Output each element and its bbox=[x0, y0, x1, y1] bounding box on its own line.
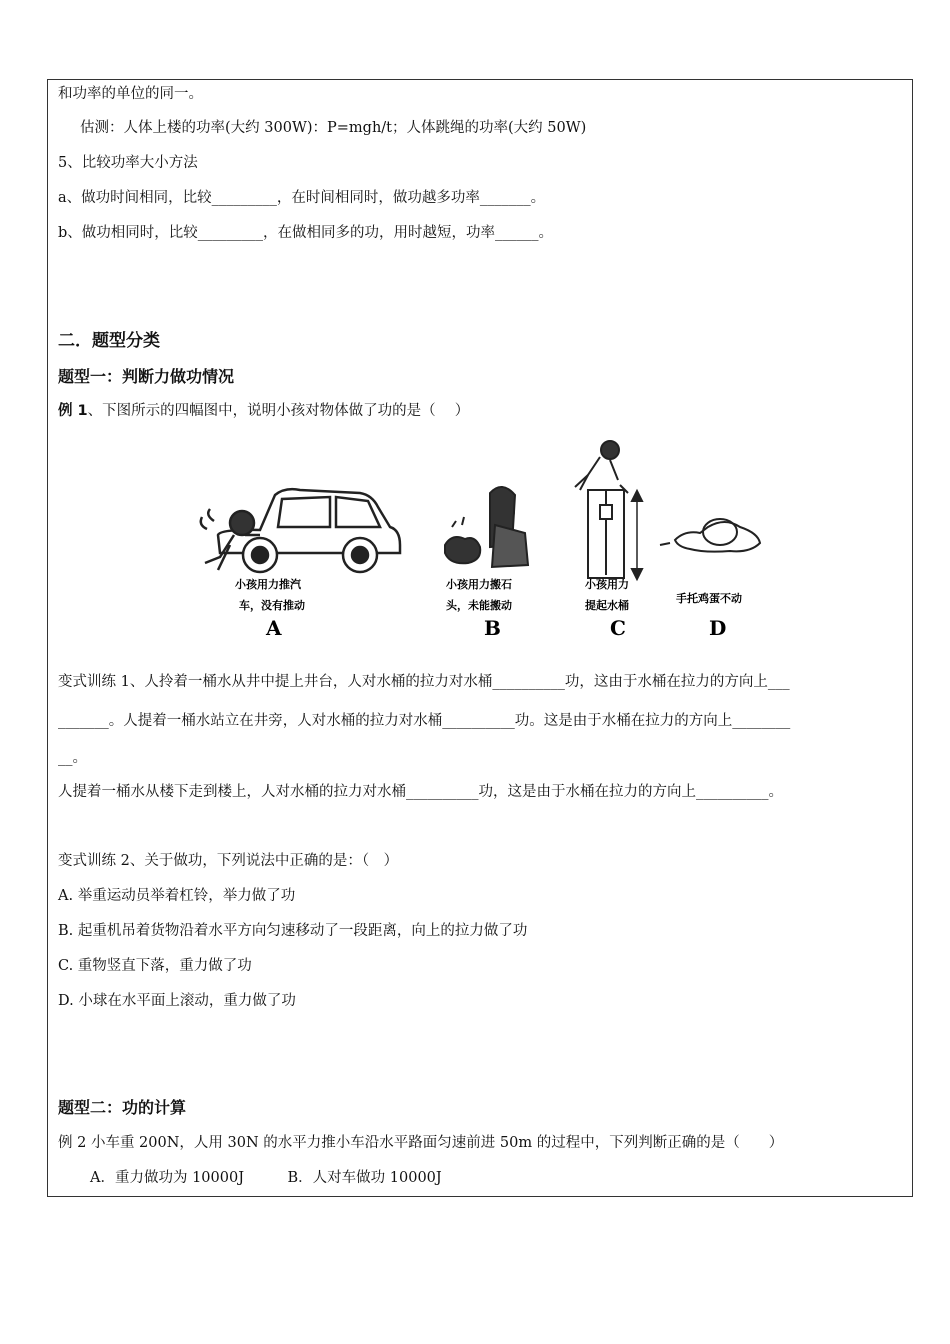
panel-b-stone-illustration bbox=[445, 487, 528, 567]
type-one-heading: 题型一：判断力做功情况 bbox=[58, 367, 235, 386]
panel-b-letter: B bbox=[484, 616, 501, 640]
panel-a-caption-1: 小孩用力推汽 bbox=[235, 578, 301, 591]
panel-a-car-illustration bbox=[201, 489, 400, 572]
method-b-line: b、做功相同时，比较_________，在做相同多的功，用时越短，功率______。 bbox=[58, 225, 554, 241]
variant-1-line-2: _______。人提着一桶水站立在井旁，人对水桶的拉力对水桶__________功。这是由于水桶在拉力的方向上________ bbox=[58, 713, 791, 729]
example-1-text: 、下图所示的四幅图中，说明小孩对物体做了功的是（ ） bbox=[87, 403, 470, 419]
option-a: A. 举重运动员举着杠铃，举力做了功 bbox=[58, 888, 296, 904]
panel-a-letter: A bbox=[266, 616, 282, 640]
example-2: 例 2 小车重 200N，人用 30N 的水平力推小车沿水平路面匀速前进 50m 的过程中，下列判断正确的是（ ） bbox=[58, 1135, 784, 1151]
example-2-options: A．重力做功为 10000J B．人对车做功 10000J bbox=[90, 1170, 442, 1186]
example-1-label: 例 1 bbox=[58, 403, 88, 419]
option-b: B. 起重机吊着货物沿着水平方向匀速移动了一段距离，向上的拉力做了功 bbox=[58, 923, 528, 939]
option-c: C. 重物竖直下落，重力做了功 bbox=[58, 958, 252, 974]
type-two-heading: 题型二：功的计算 bbox=[58, 1098, 187, 1117]
panel-c-bucket-illustration bbox=[575, 441, 642, 579]
method-a-line: a、做功时间相同，比较_________，在时间相同时，做功越多功率_______。 bbox=[58, 190, 546, 206]
example-1-figure bbox=[190, 435, 770, 645]
option-d: D. 小球在水平面上滚动，重力做了功 bbox=[58, 993, 296, 1009]
panel-c-caption-2: 提起水桶 bbox=[585, 599, 629, 612]
variant-2-question: 变式训练 2、关于做功，下列说法中正确的是：（ ） bbox=[58, 853, 399, 869]
panel-c-letter: C bbox=[610, 616, 626, 640]
panel-c-caption-1: 小孩用力 bbox=[585, 578, 629, 591]
panel-d-caption: 手托鸡蛋不动 bbox=[676, 592, 742, 605]
section-5-heading: 5、比较功率大小方法 bbox=[58, 155, 198, 171]
panel-d-egg-illustration bbox=[660, 519, 760, 552]
text-line: 和功率的单位的同一。 bbox=[58, 86, 203, 102]
panel-b-caption-1: 小孩用力搬石 bbox=[446, 578, 512, 591]
estimate-line: 估测：人体上楼的功率(大约 300W)：P=mgh/t；人体跳绳的功率(大约 50W) bbox=[80, 120, 587, 136]
variant-1-line-4: 人提着一桶水从楼下走到楼上，人对水桶的拉力对水桶__________功，这是由于水桶在拉力的方向上__________。 bbox=[58, 784, 783, 800]
variant-1-line-1: 变式训练 1、人拎着一桶水从井中提上井台，人对水桶的拉力对水桶__________功，这由于水桶在拉力的方向上___ bbox=[58, 674, 790, 690]
example-1 bbox=[58, 401, 469, 421]
variant-1-line-3: __。 bbox=[58, 750, 87, 766]
section-heading: 二．题型分类 bbox=[58, 331, 160, 351]
panel-a-caption-2: 车，没有推动 bbox=[239, 599, 305, 612]
panel-d-letter: D bbox=[709, 616, 727, 640]
panel-b-caption-2: 头，未能搬动 bbox=[446, 599, 512, 612]
